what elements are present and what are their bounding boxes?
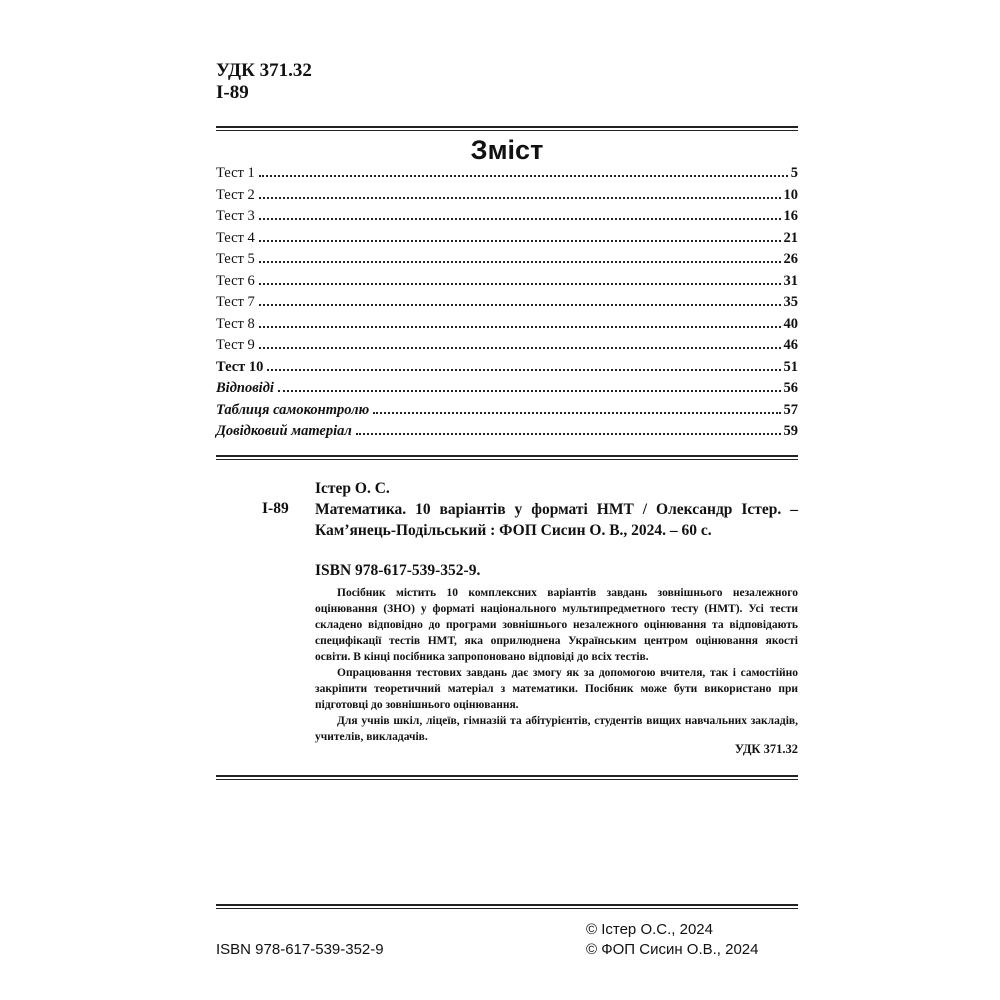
toc-leader — [373, 412, 780, 414]
toc-page: 51 — [783, 358, 798, 375]
table-of-contents — [216, 165, 798, 445]
abstract-paragraph: Посібник містить 10 комплексних варіантів завдань зовнішнього незалежного оцінювання (ЗНО) у форматі національного мультипредметного тесту (НМТ). Усі тести складено відповідно до програми зовнішнього незалежного оцінювання та відповідають специфікації тестів НМТ, яка оприлюднена Українським центром оцінювання якості освіти. В кінці посібника запропоновано відповіді до всіх тестів. — [315, 587, 798, 663]
divider — [216, 775, 798, 780]
toc-page: 59 — [783, 423, 798, 439]
divider — [216, 126, 798, 131]
toc-label: Тест 9 — [216, 337, 255, 353]
divider — [216, 455, 798, 460]
toc-page: 26 — [783, 251, 798, 267]
toc-item — [216, 208, 798, 230]
toc-leader — [259, 261, 781, 263]
toc-label: Тест 1 — [216, 165, 255, 181]
toc-item — [216, 337, 798, 359]
bib-udk: УДК 371.32 — [734, 742, 798, 756]
library-index: І-89 — [216, 82, 249, 103]
toc-label: Тест 4 — [216, 229, 255, 246]
toc-page: 57 — [783, 401, 798, 418]
toc-item — [216, 187, 798, 209]
toc-label: Тест 7 — [216, 294, 255, 310]
toc-item — [216, 380, 798, 402]
toc-label: Тест 3 — [216, 208, 255, 224]
toc-leader — [259, 175, 788, 177]
toc-label: Тест 5 — [216, 251, 255, 267]
toc-leader — [259, 283, 781, 285]
toc-leader — [259, 326, 781, 328]
toc-label: Відповіді — [216, 380, 274, 396]
toc-item — [216, 273, 798, 295]
footer-isbn: ISBN 978-617-539-352-9 — [216, 941, 384, 958]
toc-leader — [267, 369, 780, 371]
toc-item — [216, 359, 798, 381]
toc-page: 46 — [783, 337, 798, 353]
toc-leader — [259, 347, 781, 349]
toc-item — [216, 165, 798, 187]
toc-label: Тест 10 — [216, 358, 264, 375]
toc-page: 35 — [783, 294, 798, 310]
bib-author: Істер О. С. — [315, 480, 390, 497]
bib-description: Математика. 10 варіантів у форматі НМТ / Олександр Істер. – Кам’янець-Подільський : ФОП Сисин О. В., 2024. – 60 с. — [315, 501, 798, 539]
toc-leader — [259, 197, 781, 199]
toc-item — [216, 251, 798, 273]
toc-label: Довідковий матеріал — [216, 423, 352, 439]
toc-item — [216, 316, 798, 338]
toc-item — [216, 402, 798, 424]
toc-label: Таблиця самоконтролю — [216, 401, 370, 418]
toc-leader — [259, 240, 781, 242]
toc-label: Тест 8 — [216, 315, 255, 332]
toc-page: 31 — [783, 272, 798, 289]
udk-code: УДК 371.32 — [216, 60, 312, 81]
toc-leader — [356, 433, 781, 435]
toc-page: 16 — [783, 208, 798, 224]
toc-page: 10 — [783, 186, 798, 203]
copyright-publisher: © ФОП Сисин О.В., 2024 — [586, 941, 759, 958]
toc-label: Тест 6 — [216, 272, 255, 289]
toc-leader — [259, 218, 781, 220]
contents-title: Зміст — [470, 135, 544, 165]
abstract-paragraph: Опрацювання тестових завдань дає змогу як за допомогою вчителя, так і самостійно закріпити теоретичний матеріал з математики. Посібник може бути використано при підготовці до зовнішнього оцінювання. — [315, 667, 798, 711]
abstract-paragraph: Для учнів шкіл, ліцеїв, гімназій та абітурієнтів, студентів вищих навчальних закладів, учителів, викладачів. — [315, 715, 798, 743]
abstract — [315, 585, 798, 745]
toc-label: Тест 2 — [216, 186, 255, 203]
toc-page: 5 — [790, 165, 798, 181]
toc-item — [216, 230, 798, 252]
toc-page: 56 — [783, 380, 798, 396]
divider — [216, 904, 798, 909]
toc-item — [216, 294, 798, 316]
bib-isbn: ISBN 978-617-539-352-9. — [315, 562, 481, 579]
toc-page: 21 — [783, 229, 798, 246]
toc-leader — [278, 390, 781, 392]
bib-index: І-89 — [262, 500, 289, 517]
toc-item — [216, 423, 798, 445]
toc-leader — [259, 304, 781, 306]
copyright-author: © Істер О.С., 2024 — [586, 921, 713, 938]
toc-page: 40 — [783, 315, 798, 332]
